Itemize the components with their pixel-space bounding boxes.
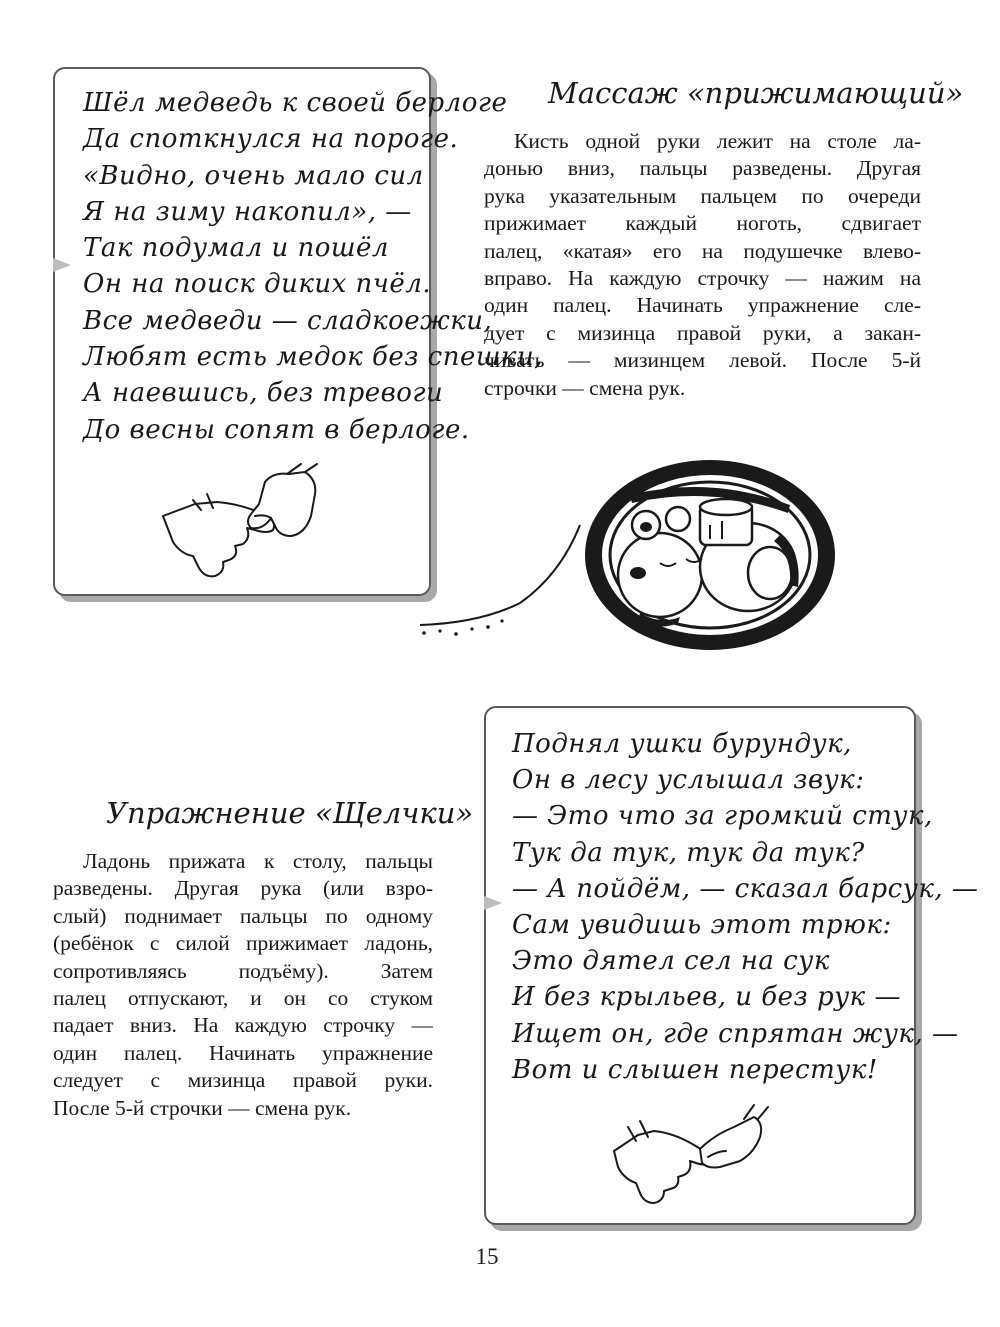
poem-line: Он в лесу услышал звук: bbox=[512, 765, 865, 796]
poem-line: Тук да тук, тук да тук? bbox=[512, 837, 865, 868]
poem-line: Ищет он, где спрятан жук, — bbox=[512, 1018, 959, 1049]
text-line: Ладонь прижата к столу, пальцы bbox=[83, 849, 433, 873]
text-line: чивать — мизинцем левой. После 5-й bbox=[484, 348, 921, 373]
text-line: один палец. Начинать упражнение bbox=[53, 1040, 433, 1065]
text-line: Кисть одной руки лежит на столе ла- bbox=[514, 129, 921, 153]
poem-line: — А пойдём, — сказал барсук, — bbox=[512, 873, 979, 904]
poem-card-chipmunk bbox=[484, 706, 979, 1225]
exercise-description-massage bbox=[484, 128, 921, 402]
poem-line: Вот и слышен перестук! bbox=[512, 1054, 878, 1085]
text-line: палец, «катая» его на подушечке влево- bbox=[484, 238, 921, 263]
poem-line: Сам увидишь этот трюк: bbox=[512, 909, 892, 940]
text-line: строчки — смена рук. bbox=[484, 375, 686, 400]
poem-bear bbox=[83, 85, 543, 448]
hands-pressing-illustration bbox=[155, 464, 335, 584]
poem-line: Поднял ушки бурундук, bbox=[512, 729, 852, 759]
poem-line: Все медведи — сладкоежки, bbox=[83, 305, 493, 336]
text-line: слый) поднимает пальцы по одному bbox=[53, 903, 433, 928]
text-line: разведены. Другая рука (или взро- bbox=[53, 876, 433, 901]
poem-line: Шёл медведь к своей берлоге bbox=[83, 88, 508, 118]
poem-chipmunk bbox=[512, 726, 978, 1088]
text-line: сопротивляясь подъёму). Затем bbox=[53, 958, 433, 983]
text-line: следует с мизинца правой руки. bbox=[53, 1068, 433, 1093]
arrow-marker bbox=[53, 258, 71, 272]
text-line: рука указательным пальцем по очереди bbox=[484, 183, 921, 208]
poem-line: «Видно, очень мало сил bbox=[83, 160, 424, 191]
text-line: палец отпускают, и он со стуком bbox=[53, 985, 433, 1010]
text-line: прижимает каждый ноготь, сдвигает bbox=[484, 211, 921, 236]
poem-line: До весны сопят в берлоге. bbox=[83, 414, 470, 445]
poem-line: А наевшись, без тревоги bbox=[83, 378, 444, 409]
text-line: (ребёнок с силой прижимает ладонь, bbox=[53, 931, 433, 956]
poem-line: Так подумал и пошёл bbox=[83, 233, 389, 264]
exercise-title-clicks: Упражнение «Щелчки» bbox=[106, 796, 474, 830]
text-line: один палец. Начинать упражнение сле- bbox=[484, 293, 921, 318]
page-number: 15 bbox=[475, 1244, 499, 1269]
poem-line: Да споткнулся на пороге. bbox=[83, 124, 459, 155]
poem-line: Это дятел сел на сук bbox=[512, 946, 830, 977]
poem-line: Я на зиму накопил», — bbox=[83, 196, 412, 227]
hands-lifting-illustration bbox=[604, 1101, 774, 1211]
text-line: донью вниз, пальцы разведены. Другая bbox=[484, 156, 921, 181]
sleeping-bear-illustration bbox=[410, 455, 850, 655]
exercise-title-massage: Массаж «прижимающий» bbox=[548, 76, 964, 110]
poem-line: Любят есть медок без спешки, bbox=[83, 342, 544, 373]
text-line: падает вниз. На каждую строчку — bbox=[53, 1013, 433, 1038]
poem-line: Он на поиск диких пчёл. bbox=[83, 269, 432, 300]
exercise-description-clicks bbox=[53, 848, 433, 1122]
text-line: После 5-й строчки — смена рук. bbox=[53, 1095, 352, 1120]
text-line: вправо. На каждую строчку — нажим на bbox=[484, 265, 921, 290]
text-line: дует с мизинца правой руки, а закан- bbox=[484, 320, 921, 345]
poem-line: И без крыльев, и без рук — bbox=[512, 982, 901, 1013]
arrow-marker bbox=[484, 896, 502, 910]
poem-line: — Это что за громкий стук, bbox=[512, 801, 933, 832]
poem-card-bear bbox=[53, 67, 544, 596]
